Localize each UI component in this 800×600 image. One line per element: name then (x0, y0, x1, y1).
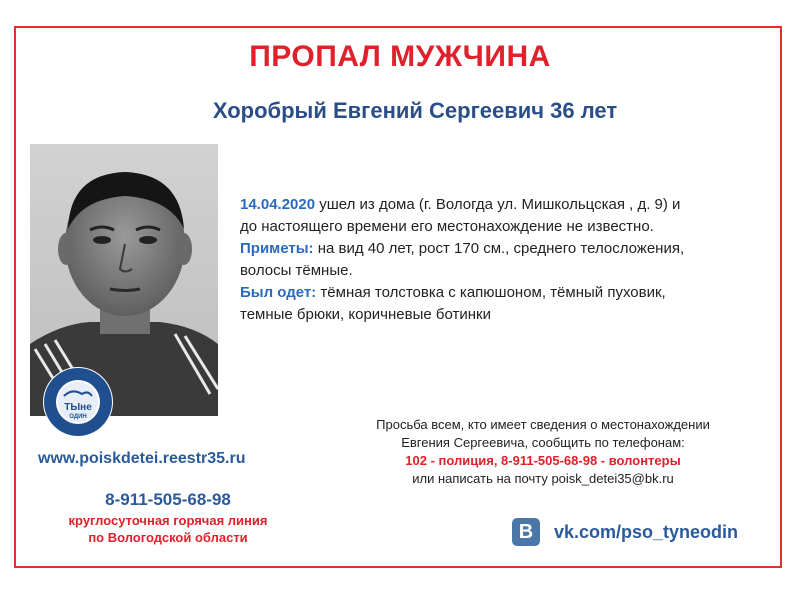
missing-date: 14.04.2020 (240, 196, 316, 213)
signs-line-1 (240, 238, 780, 260)
signs-line-2: волосы тёмные. (240, 262, 353, 279)
signs-text: на вид 40 лет, рост 170 см., среднего телосложения, (313, 240, 685, 257)
svg-text:ОДИН: ОДИН (69, 414, 87, 420)
vk-link-text[interactable]: vk.com/pso_tyneodin (554, 521, 739, 542)
poster-title: ПРОПАЛ МУЖЧИНА (249, 40, 551, 73)
hotline-line-1: круглосуточная горячая линия (68, 513, 268, 528)
clothes-line-2: темные брюки, коричневые ботинки (240, 306, 491, 323)
contact-request (320, 416, 766, 488)
request-email: или написать на почту poisk_detei35@bk.ru (412, 471, 674, 486)
svg-text:ТЫне: ТЫне (64, 402, 92, 413)
hotline-line-2: по Вологодской области (88, 530, 248, 545)
website-link[interactable]: www.poiskdetei.reestr35.ru (38, 450, 246, 467)
signs-label: Приметы: (240, 240, 314, 257)
clothes-line-1 (240, 282, 780, 304)
description-block (240, 194, 780, 326)
hotline-caption (0, 512, 336, 546)
request-phones: 102 - полиция, 8-911-505-68-98 - волонтеры (405, 453, 681, 468)
description-line-2: до настоящего времени его местонахождение не известно. (240, 218, 654, 235)
clothes-label: Был одет: (240, 284, 317, 301)
request-line-2: Евгения Сергеевича, сообщить по телефонам: (401, 435, 685, 450)
vk-link[interactable] (512, 516, 738, 548)
description-line-1 (240, 194, 780, 216)
hotline-phone[interactable]: 8-911-505-68-98 (105, 490, 231, 509)
request-line-1: Просьба всем, кто имеет сведения о местонахождении (376, 417, 710, 432)
vk-icon: В (512, 518, 540, 546)
missing-person-name: Хоробрый Евгений Сергеевич 36 лет (212, 98, 618, 123)
clothes-text: тёмная толстовка с капюшоном, тёмный пуховик, (316, 284, 666, 301)
search-team-logo (42, 366, 114, 438)
description-line-1-text: ушел из дома (г. Вологда ул. Мишкольцская , д. 9) и (315, 196, 681, 213)
